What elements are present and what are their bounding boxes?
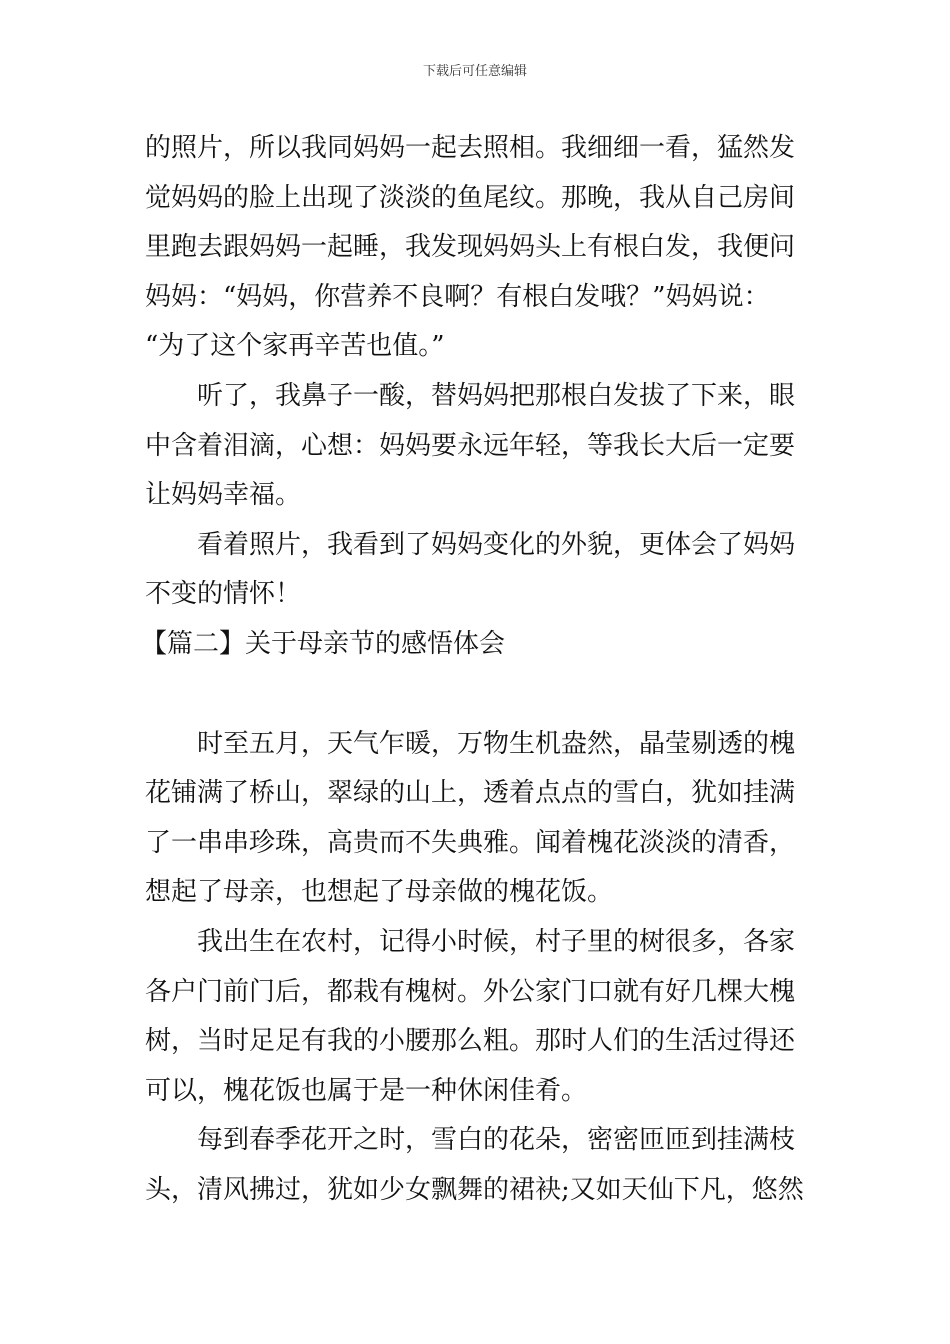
text-line: 看着照片，我看到了妈妈变化的外貌，更体会了妈妈 bbox=[197, 529, 796, 560]
text-line: 时至五月，天气乍暖，万物生机盎然，晶莹剔透的槐 bbox=[197, 728, 796, 759]
text-line: 觉妈妈的脸上出现了淡淡的鱼尾纹。那晚，我从自己房间 bbox=[145, 182, 796, 213]
text-line: 的照片，所以我同妈妈一起去照相。我细细一看，猛然发 bbox=[145, 133, 796, 163]
text-line: 里跑去跟妈妈一起睡，我发现妈妈头上有根白发，我便问 bbox=[145, 232, 796, 263]
paragraph bbox=[145, 720, 813, 918]
spacer bbox=[145, 670, 813, 720]
text-line: 树，当时足足有我的小腰那么粗。那时人们的生活过得还 bbox=[145, 1026, 796, 1057]
paragraph bbox=[145, 124, 813, 372]
paragraph bbox=[145, 372, 813, 521]
text-line: 想起了母亲，也想起了母亲做的槐花饭。 bbox=[145, 877, 614, 908]
text-line: 花铺满了桥山，翠绿的山上，透着点点的雪白，犹如挂满 bbox=[145, 778, 796, 809]
paragraph bbox=[145, 521, 813, 620]
text-line: 让妈妈幸福。 bbox=[145, 480, 302, 511]
text-line: 我出生在农村，记得小时候，村子里的树很多，各家 bbox=[197, 926, 796, 957]
text-line: “为了这个家再辛苦也值。” bbox=[145, 331, 445, 362]
text-line: 不变的情怀！ bbox=[145, 579, 302, 610]
text-line: 了一串串珍珠，高贵而不失典雅。闻着槐花淡淡的清香， bbox=[145, 827, 796, 858]
text-line: 头，清风拂过，犹如少女飘舞的裙袂;又如天仙下凡，悠然 bbox=[145, 1174, 804, 1205]
section-title: 【篇二】关于母亲节的感悟体会 bbox=[141, 628, 506, 659]
page-header: 下载后可任意编辑 bbox=[422, 64, 527, 79]
text-line: 妈妈：“妈妈，你营养不良啊？有根白发哦？”妈妈说： bbox=[145, 281, 770, 312]
paragraph bbox=[145, 918, 813, 1116]
text-line: 中含着泪滴，心想：妈妈要永远年轻，等我长大后一定要 bbox=[145, 430, 796, 461]
text-line: 听了，我鼻子一酸，替妈妈把那根白发拔了下来，眼 bbox=[197, 380, 796, 411]
text-line: 可以，槐花饭也属于是一种休闲佳肴。 bbox=[145, 1075, 588, 1106]
text-line: 每到春季花开之时，雪白的花朵，密密匝匝到挂满枝 bbox=[197, 1125, 796, 1156]
text-line: 各户门前门后，都栽有槐树。外公家门口就有好几棵大槐 bbox=[145, 976, 796, 1007]
paragraph bbox=[145, 1116, 813, 1215]
document-body bbox=[141, 124, 813, 1215]
